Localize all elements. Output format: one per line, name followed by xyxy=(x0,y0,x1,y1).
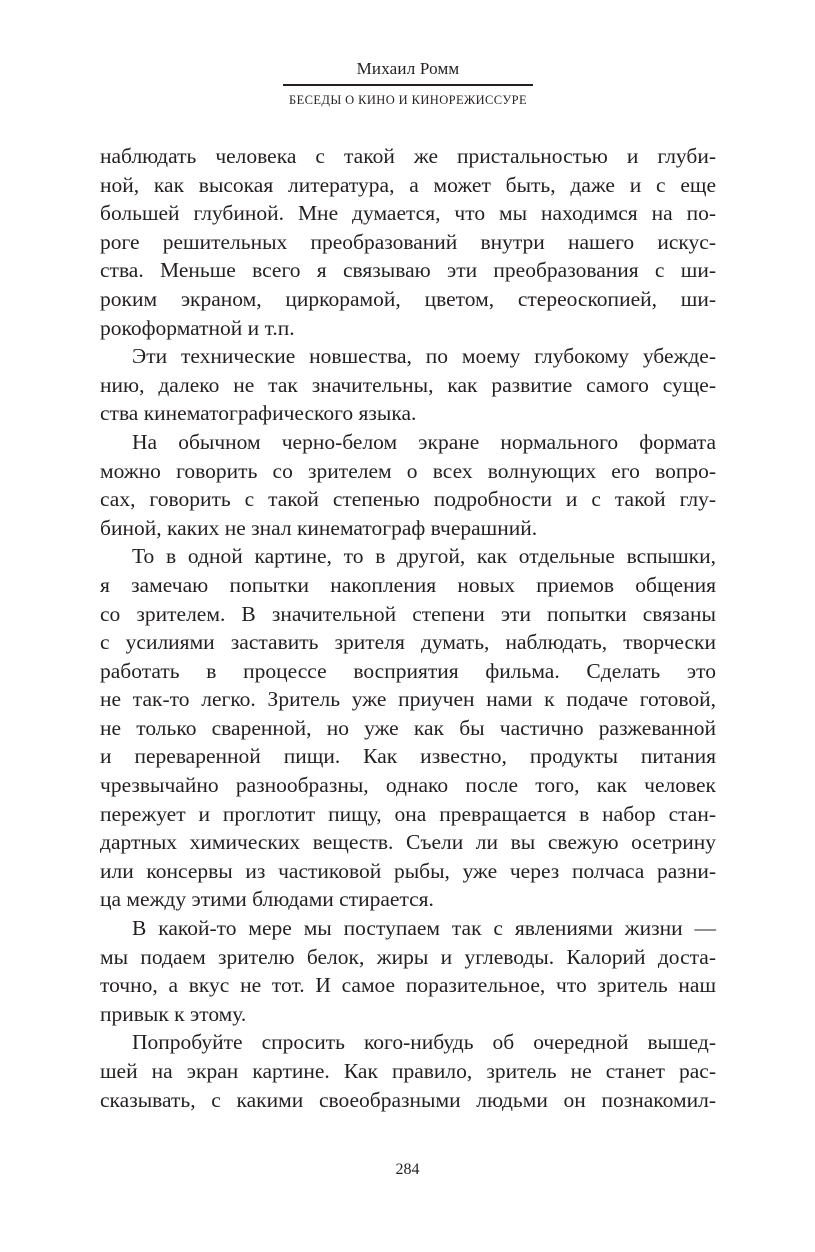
text-line: То в одной картине, то в другой, как отдельные вспышки, xyxy=(132,544,716,569)
text-line: дартных химических веществ. Съели ли вы свежую осетрину xyxy=(100,830,716,855)
text-line: ца между этими блюдами стирается. xyxy=(100,887,434,912)
text-line: и переваренной пищи. Как известно, продукты питания xyxy=(100,744,716,769)
text-line: В какой-то мере мы поступаем так с явлениями жизни — xyxy=(132,916,716,941)
text-line: ства. Меньше всего я связываю эти преобразования с ши- xyxy=(100,258,716,283)
text-line: роким экраном, циркорамой, цветом, стереоскопией, ши- xyxy=(100,286,716,311)
text-line: точно, а вкус не тот. И самое поразительное, что зритель наш xyxy=(100,973,716,998)
text-line: ства кинематографического языка. xyxy=(100,401,417,426)
page-number: 284 xyxy=(395,1161,420,1178)
header-rule xyxy=(283,84,533,86)
text-line: сах, говорить с такой степенью подробности и с такой глу- xyxy=(100,487,716,512)
book-title: БЕСЕДЫ О КИНО И КИНОРЕЖИССУРЕ xyxy=(289,93,527,107)
text-line: пережует и проглотит пищу, она превращается в набор стан- xyxy=(100,801,716,826)
text-line: шей на экран картине. Как правило, зритель не станет рас- xyxy=(100,1059,716,1083)
text-line: биной, каких не знал кинематограф вчерашний. xyxy=(100,515,538,540)
text-line: большей глубиной. Мне думается, что мы находимся на по- xyxy=(100,201,716,226)
text-line: или консервы из частиковой рыбы, уже через полчаса разни- xyxy=(100,858,716,883)
text-line: На обычном черно-белом экране нормального формата xyxy=(132,429,716,454)
text-line: сказывать, с какими своеобразными людьми он познакомил- xyxy=(100,1087,716,1112)
body-text xyxy=(100,142,716,1114)
text-line: со зрителем. В значительной степени эти попытки связаны xyxy=(100,601,716,626)
text-line: рокоформатной и т.п. xyxy=(100,315,295,340)
running-header xyxy=(283,58,533,108)
text-line: я замечаю попытки накопления новых приемов общения xyxy=(100,572,716,597)
text-line: нию, далеко не так значительны, как развитие самого суще- xyxy=(100,372,716,397)
text-line: Эти технические новшества, по моему глубокому убежде- xyxy=(132,344,716,369)
author-name: Михаил Ромм xyxy=(356,59,460,78)
text-line: ной, как высокая литература, а может быть, даже и с еще xyxy=(100,172,716,197)
text-line: Попробуйте спросить кого-нибудь об очередной вышед- xyxy=(132,1030,716,1055)
text-line: не только сваренной, но уже как бы частично разжеванной xyxy=(100,715,716,740)
text-line: роге решительных преобразований внутри нашего искус- xyxy=(100,229,716,254)
text-line: с усилиями заставить зрителя думать, наблюдать, творчески xyxy=(100,630,716,655)
text-line: привык к этому. xyxy=(100,1001,247,1026)
text-line: мы подаем зрителю белок, жиры и углеводы. Калорий доста- xyxy=(100,944,716,969)
text-line: наблюдать человека с такой же пристальностью и глуби- xyxy=(100,144,716,168)
text-line: можно говорить со зрителем о всех волнующих его вопро- xyxy=(100,458,716,483)
text-line: чрезвычайно разнообразны, однако после того, как человек xyxy=(100,773,716,798)
text-line: работать в процессе восприятия фильма. Сделать это xyxy=(100,658,716,683)
text-line: не так-то легко. Зритель уже приучен нами к подаче готовой, xyxy=(100,687,716,712)
